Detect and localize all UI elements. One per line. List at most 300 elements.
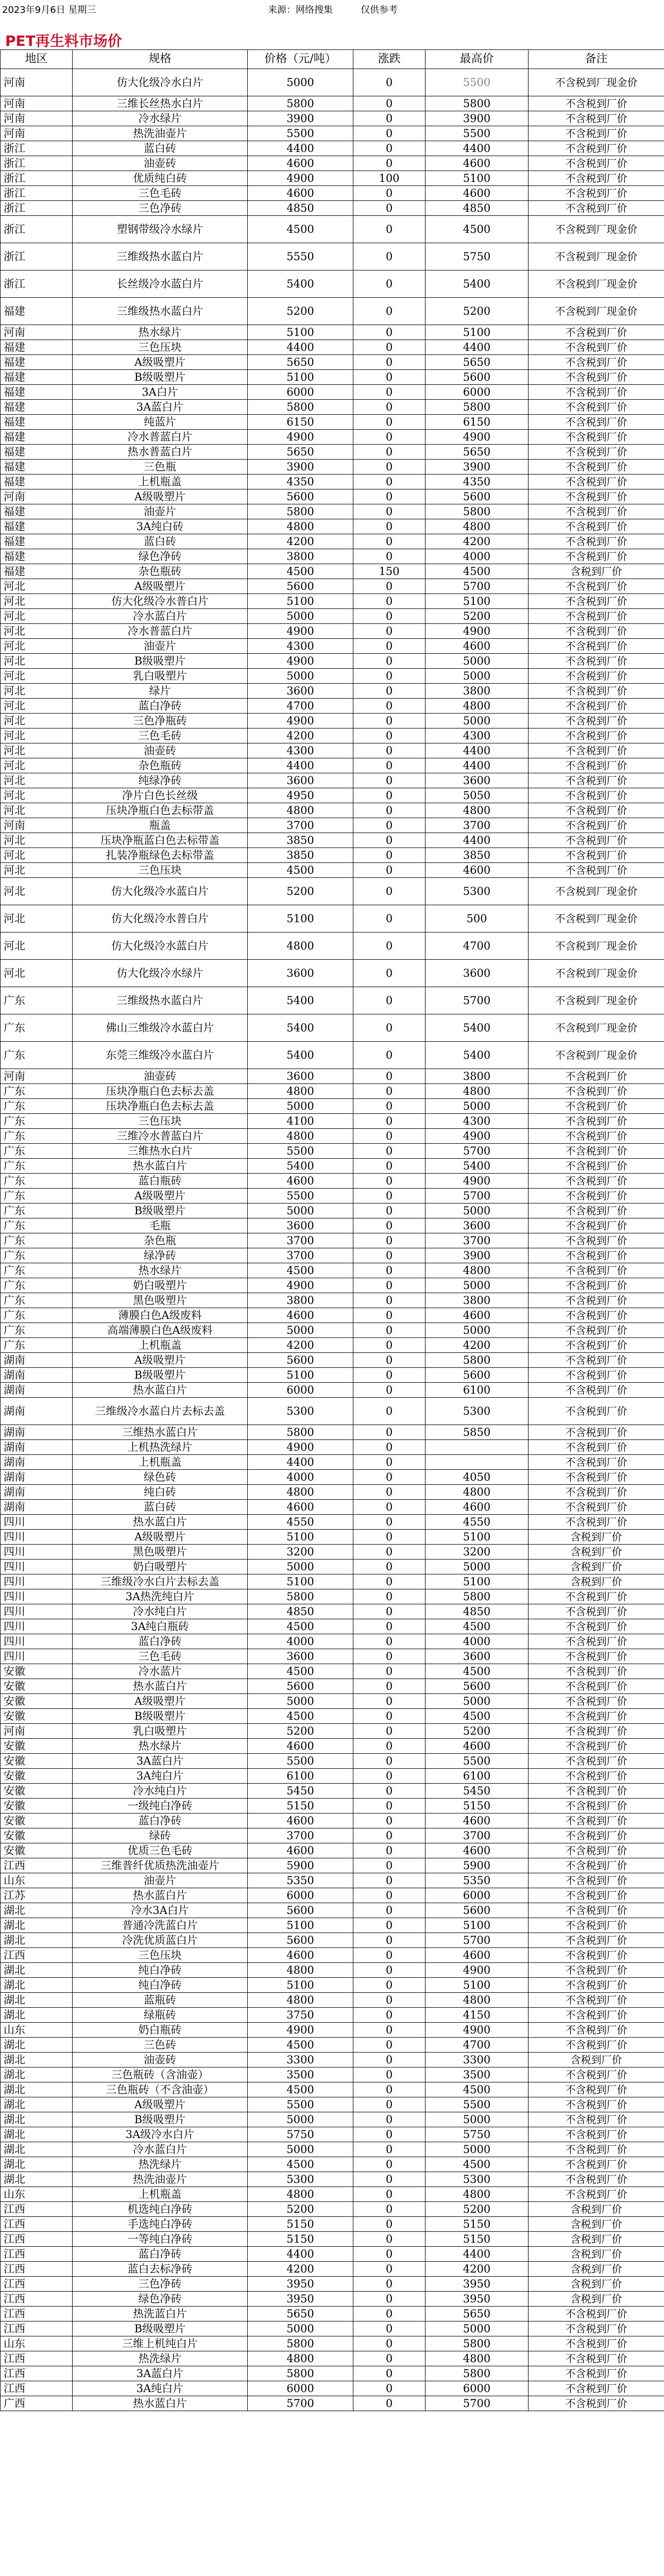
price-cell: 3800: [248, 1293, 353, 1308]
change-cell: 0: [353, 2023, 425, 2038]
table-row: [1, 833, 664, 848]
table-row: [1, 1323, 664, 1338]
table-row: [1, 2053, 664, 2067]
table-row: [1, 1144, 664, 1159]
table-row: [1, 2172, 664, 2187]
region-cell: 四川: [1, 1530, 73, 1545]
spec-cell: 仿大化级冷水绿片: [73, 960, 248, 987]
region-cell: 河北: [1, 684, 73, 699]
high-price-cell: 4800: [425, 1084, 529, 1099]
note-cell: 不含税到厂现金价: [529, 298, 664, 325]
price-cell: 5500: [248, 1144, 353, 1159]
spec-cell: A级吸塑片: [73, 1189, 248, 1204]
change-cell: 0: [353, 1574, 425, 1589]
price-cell: 4200: [248, 728, 353, 743]
change-cell: 0: [353, 1769, 425, 1784]
price-cell: 4400: [248, 1455, 353, 1470]
region-cell: 河南: [1, 325, 73, 340]
note-cell: 不含税到厂价: [529, 2157, 664, 2172]
table-row: [1, 474, 664, 489]
note-cell: 不含税到厂价: [529, 2082, 664, 2097]
high-price-cell: 5500: [425, 126, 529, 141]
price-cell: 4600: [248, 1814, 353, 1828]
region-cell: 广东: [1, 1278, 73, 1293]
high-price-cell: 5000: [425, 1560, 529, 1574]
table-row: [1, 2067, 664, 2082]
region-cell: 广东: [1, 1014, 73, 1042]
price-cell: 4800: [248, 933, 353, 960]
spec-cell: 三色净砖: [73, 201, 248, 216]
change-cell: 0: [353, 1903, 425, 1918]
note-cell: 含税到厂价: [529, 2292, 664, 2307]
high-price-cell: 4500: [425, 2082, 529, 2097]
spec-cell: 冷水3A白片: [73, 1903, 248, 1918]
region-cell: 湖北: [1, 2112, 73, 2127]
table-row: [1, 1873, 664, 1888]
price-cell: 4400: [248, 2247, 353, 2262]
note-cell: 含税到厂价: [529, 2247, 664, 2262]
spec-cell: 热水普蓝白片: [73, 445, 248, 460]
note-cell: 不含税到厂价: [529, 1828, 664, 1843]
high-price-cell: 3900: [425, 460, 529, 474]
price-cell: 4900: [248, 1440, 353, 1455]
high-price-cell: 4400: [425, 141, 529, 156]
note-cell: 不含税到厂价: [529, 1918, 664, 1933]
table-row: [1, 2187, 664, 2202]
high-price-cell: 5450: [425, 1784, 529, 1799]
spec-cell: 三维级冷水白片去标去盖: [73, 1574, 248, 1589]
high-price-cell: 5600: [425, 1903, 529, 1918]
region-cell: 河北: [1, 848, 73, 863]
price-cell: 3600: [248, 1649, 353, 1664]
high-price-cell: 4400: [425, 743, 529, 758]
note-cell: 不含税到厂价: [529, 1204, 664, 1218]
table-row: [1, 1769, 664, 1784]
spec-cell: 绿色砖: [73, 1470, 248, 1485]
note-cell: 不含税到厂价: [529, 2127, 664, 2142]
region-cell: 广东: [1, 1114, 73, 1129]
region-cell: 安徽: [1, 1828, 73, 1843]
note-cell: 不含税到厂价: [529, 2023, 664, 2038]
spec-cell: 手选纯白净砖: [73, 2217, 248, 2232]
high-price-cell: 4800: [425, 519, 529, 534]
note-cell: 不含税到厂价: [529, 1338, 664, 1353]
high-price-cell: 5400: [425, 1042, 529, 1069]
high-price-cell: 4550: [425, 1515, 529, 1530]
table-row: [1, 96, 664, 111]
table-row: [1, 1828, 664, 1843]
region-cell: 浙江: [1, 201, 73, 216]
price-cell: 4800: [248, 1485, 353, 1500]
change-cell: 0: [353, 773, 425, 788]
region-cell: 河南: [1, 96, 73, 111]
table-row: [1, 1204, 664, 1218]
high-price-cell: 4800: [425, 2187, 529, 2202]
price-cell: 3500: [248, 2067, 353, 2082]
price-cell: 4600: [248, 1948, 353, 1963]
spec-cell: 压块净瓶白色去标去盖: [73, 1099, 248, 1114]
spec-cell: 冷水蓝片: [73, 1664, 248, 1679]
change-cell: 0: [353, 355, 425, 370]
change-cell: 0: [353, 803, 425, 818]
high-price-cell: 5800: [425, 2336, 529, 2351]
table-row: [1, 788, 664, 803]
table-row: [1, 2112, 664, 2127]
note-cell: 含税到厂价: [529, 2202, 664, 2217]
change-cell: 0: [353, 2277, 425, 2292]
table-row: [1, 1189, 664, 1204]
region-cell: 湖北: [1, 2038, 73, 2053]
spec-cell: 三维长丝热水白片: [73, 96, 248, 111]
table-row: [1, 1948, 664, 1963]
table-row: [1, 2023, 664, 2038]
price-cell: 5400: [248, 1042, 353, 1069]
change-cell: 0: [353, 1530, 425, 1545]
spec-cell: B级吸塑片: [73, 1204, 248, 1218]
note-cell: 不含税到厂价: [529, 1293, 664, 1308]
high-price-cell: 3950: [425, 2292, 529, 2307]
high-price-cell: 3600: [425, 773, 529, 788]
high-price-cell: 5000: [425, 669, 529, 684]
price-cell: 3950: [248, 2277, 353, 2292]
spec-cell: 3A热洗纯白片: [73, 1589, 248, 1604]
spec-cell: 冷水绿片: [73, 111, 248, 126]
high-price-cell: 4300: [425, 728, 529, 743]
change-cell: 0: [353, 2053, 425, 2067]
price-cell: 4900: [248, 714, 353, 728]
high-price-cell: 4800: [425, 803, 529, 818]
table-row: [1, 1560, 664, 1574]
spec-cell: 三色压块: [73, 1948, 248, 1963]
change-cell: 0: [353, 1293, 425, 1308]
note-cell: 不含税到厂价: [529, 1888, 664, 1903]
high-price-cell: 5100: [425, 1918, 529, 1933]
region-cell: 安徽: [1, 1814, 73, 1828]
note-cell: 不含税到厂价: [529, 1425, 664, 1440]
table-row: [1, 609, 664, 624]
change-cell: 0: [353, 987, 425, 1014]
high-price-cell: 5500: [425, 2097, 529, 2112]
price-cell: 5200: [248, 1724, 353, 1739]
note-cell: 不含税到厂价: [529, 325, 664, 340]
change-cell: 0: [353, 1649, 425, 1664]
table-row: [1, 1709, 664, 1724]
change-cell: 0: [353, 1129, 425, 1144]
note-cell: 不含税到厂价: [529, 1649, 664, 1664]
price-cell: 5100: [248, 594, 353, 609]
note-cell: 不含税到厂价: [529, 1353, 664, 1368]
table-row: [1, 201, 664, 216]
note-cell: 不含税到厂现金价: [529, 243, 664, 270]
table-row: [1, 1694, 664, 1709]
table-row: [1, 1814, 664, 1828]
price-cell: 4350: [248, 474, 353, 489]
high-price-cell: 5000: [425, 1204, 529, 1218]
high-price-cell: [425, 1440, 529, 1455]
region-cell: 广东: [1, 1204, 73, 1218]
spec-cell: 薄膜白色A级废料: [73, 1308, 248, 1323]
high-price-cell: 5500: [425, 69, 529, 96]
spec-cell: 油壶片: [73, 639, 248, 654]
high-price-cell: 4200: [425, 1338, 529, 1353]
change-cell: 0: [353, 400, 425, 415]
change-cell: 0: [353, 504, 425, 519]
note-cell: 不含税到厂价: [529, 1084, 664, 1099]
region-cell: 江西: [1, 2351, 73, 2366]
region-cell: 广东: [1, 1099, 73, 1114]
region-cell: 河北: [1, 863, 73, 878]
high-price-cell: 4850: [425, 201, 529, 216]
region-cell: 四川: [1, 1515, 73, 1530]
region-cell: 湖北: [1, 2097, 73, 2112]
spec-cell: 三色瓶: [73, 460, 248, 474]
high-price-cell: 4800: [425, 1485, 529, 1500]
price-cell: 5400: [248, 1014, 353, 1042]
change-cell: 0: [353, 960, 425, 987]
note-cell: 不含税到厂价: [529, 1799, 664, 1814]
change-cell: 0: [353, 1560, 425, 1574]
region-cell: 河北: [1, 669, 73, 684]
price-cell: 4600: [248, 156, 353, 171]
table-row: [1, 2336, 664, 2351]
note-cell: 不含税到厂价: [529, 1323, 664, 1338]
note-cell: 不含税到厂价: [529, 430, 664, 445]
price-cell: 5800: [248, 1425, 353, 1440]
note-cell: 不含税到厂价: [529, 549, 664, 564]
region-cell: 广东: [1, 1159, 73, 1174]
spec-cell: 三色砖: [73, 2038, 248, 2053]
price-cell: 3700: [248, 1828, 353, 1843]
spec-cell: 毛瓶: [73, 1218, 248, 1233]
note-cell: 不含税到厂价: [529, 504, 664, 519]
region-cell: 河南: [1, 818, 73, 833]
change-cell: 0: [353, 2351, 425, 2366]
high-price-cell: 5800: [425, 96, 529, 111]
table-row: [1, 848, 664, 863]
note-cell: 不含税到厂价: [529, 728, 664, 743]
region-cell: 湖南: [1, 1383, 73, 1398]
region-cell: 四川: [1, 1649, 73, 1664]
region-cell: 江西: [1, 2217, 73, 2232]
table-row: [1, 1014, 664, 1042]
price-cell: 4900: [248, 624, 353, 639]
region-cell: 江西: [1, 2232, 73, 2247]
region-cell: 河北: [1, 639, 73, 654]
table-row: [1, 758, 664, 773]
change-cell: 0: [353, 460, 425, 474]
column-header-change: 涨跌: [353, 50, 425, 69]
high-price-cell: 4900: [425, 624, 529, 639]
table-row: [1, 1470, 664, 1485]
note-cell: 不含税到厂价: [529, 400, 664, 415]
change-cell: 0: [353, 111, 425, 126]
table-row: [1, 445, 664, 460]
high-price-cell: 5000: [425, 714, 529, 728]
price-cell: 5800: [248, 504, 353, 519]
price-cell: 3800: [248, 549, 353, 564]
spec-cell: 冷洗优质蓝白片: [73, 1933, 248, 1948]
price-cell: 5100: [248, 1368, 353, 1383]
table-row: [1, 1589, 664, 1604]
table-row: [1, 803, 664, 818]
price-cell: 4800: [248, 1963, 353, 1978]
region-cell: 湖北: [1, 2157, 73, 2172]
table-row: [1, 2008, 664, 2023]
table-row: [1, 69, 664, 96]
note-cell: 不含税到厂价: [529, 1843, 664, 1858]
note-cell: 不含税到厂价: [529, 2112, 664, 2127]
note-cell: 不含税到厂现金价: [529, 933, 664, 960]
region-cell: 河北: [1, 788, 73, 803]
price-cell: 3950: [248, 2292, 353, 2307]
change-cell: 0: [353, 1014, 425, 1042]
price-cell: 5800: [248, 400, 353, 415]
change-cell: 0: [353, 298, 425, 325]
change-cell: 0: [353, 489, 425, 504]
spec-cell: 蓝白净砖: [73, 1634, 248, 1649]
note-cell: 不含税到厂价: [529, 1248, 664, 1263]
note-cell: 不含税到厂价: [529, 594, 664, 609]
column-header-high: 最高价: [425, 50, 529, 69]
high-price-cell: 4800: [425, 1263, 529, 1278]
region-cell: 福建: [1, 564, 73, 579]
change-cell: 0: [353, 743, 425, 758]
high-price-cell: 5000: [425, 2321, 529, 2336]
high-price-cell: 3200: [425, 1545, 529, 1560]
price-cell: 3600: [248, 684, 353, 699]
table-row: [1, 549, 664, 564]
spec-cell: B级吸塑片: [73, 2112, 248, 2127]
region-cell: 河北: [1, 714, 73, 728]
high-price-cell: 5800: [425, 1353, 529, 1368]
high-price-cell: 4150: [425, 2008, 529, 2023]
table-row: [1, 1918, 664, 1933]
table-row: [1, 1664, 664, 1679]
region-cell: 广东: [1, 1263, 73, 1278]
spec-cell: 3A纯白砖: [73, 519, 248, 534]
high-price-cell: 5650: [425, 2307, 529, 2321]
table-row: [1, 156, 664, 171]
change-cell: 0: [353, 1470, 425, 1485]
note-cell: 不含税到厂价: [529, 639, 664, 654]
table-row: [1, 1114, 664, 1129]
price-cell: 5400: [248, 270, 353, 298]
note-cell: 不含税到厂价: [529, 1144, 664, 1159]
spec-cell: 3A纯白片: [73, 2381, 248, 2396]
note-cell: 不含税到厂价: [529, 156, 664, 171]
high-price-cell: 3850: [425, 848, 529, 863]
change-cell: 0: [353, 1263, 425, 1278]
region-cell: 安徽: [1, 1843, 73, 1858]
price-cell: 5100: [248, 1574, 353, 1589]
high-price-cell: 5300: [425, 878, 529, 905]
change-cell: 0: [353, 1440, 425, 1455]
high-price-cell: 5200: [425, 2202, 529, 2217]
note-cell: 不含税到厂价: [529, 1500, 664, 1515]
spec-cell: 3A级冷水白片: [73, 2127, 248, 2142]
price-cell: 4300: [248, 639, 353, 654]
spec-cell: 热水蓝白片: [73, 1679, 248, 1694]
change-cell: 0: [353, 1042, 425, 1069]
change-cell: 0: [353, 1888, 425, 1903]
change-cell: 0: [353, 2142, 425, 2157]
change-cell: 0: [353, 2217, 425, 2232]
change-cell: 0: [353, 1709, 425, 1724]
price-table: [0, 49, 664, 2411]
high-price-cell: 5500: [425, 1754, 529, 1769]
high-price-cell: 5750: [425, 2127, 529, 2142]
note-cell: 不含税到厂价: [529, 2381, 664, 2396]
region-cell: 江西: [1, 2366, 73, 2381]
note-cell: 不含税到厂价: [529, 848, 664, 863]
region-cell: 四川: [1, 1560, 73, 1574]
high-price-cell: 3700: [425, 1233, 529, 1248]
table-row: [1, 1398, 664, 1425]
high-price-cell: 4400: [425, 833, 529, 848]
high-price-cell: 4600: [425, 1843, 529, 1858]
change-cell: 0: [353, 1694, 425, 1709]
price-cell: 5800: [248, 2366, 353, 2381]
table-row: [1, 243, 664, 270]
high-price-cell: 500: [425, 905, 529, 933]
change-cell: 0: [353, 1485, 425, 1500]
table-row: [1, 1338, 664, 1353]
note-cell: 不含税到厂价: [529, 2307, 664, 2321]
price-cell: 4500: [248, 1263, 353, 1278]
table-row: [1, 415, 664, 430]
price-cell: 4900: [248, 1278, 353, 1293]
region-cell: 江西: [1, 2381, 73, 2396]
price-cell: 4500: [248, 2157, 353, 2172]
high-price-cell: 4600: [425, 1500, 529, 1515]
note-cell: 不含税到厂现金价: [529, 1042, 664, 1069]
change-cell: 0: [353, 684, 425, 699]
price-cell: 5800: [248, 2336, 353, 2351]
table-row: [1, 1248, 664, 1263]
region-cell: 河北: [1, 933, 73, 960]
table-row: [1, 2142, 664, 2157]
table-row: [1, 2202, 664, 2217]
high-price-cell: 4600: [425, 186, 529, 201]
price-cell: 5400: [248, 987, 353, 1014]
table-row: [1, 1084, 664, 1099]
region-cell: 浙江: [1, 156, 73, 171]
region-cell: 广东: [1, 1174, 73, 1189]
region-cell: 江西: [1, 2292, 73, 2307]
change-cell: 0: [353, 1664, 425, 1679]
region-cell: 河北: [1, 654, 73, 669]
spec-cell: 绿净砖: [73, 1248, 248, 1263]
spec-cell: 蓝白瓶砖: [73, 1174, 248, 1189]
price-cell: 6000: [248, 2381, 353, 2396]
table-row: [1, 1784, 664, 1799]
table-row: [1, 400, 664, 415]
price-cell: 5450: [248, 1784, 353, 1799]
high-price-cell: 5150: [425, 1799, 529, 1814]
note-cell: 不含税到厂价: [529, 460, 664, 474]
change-cell: 0: [353, 878, 425, 905]
table-row: [1, 504, 664, 519]
high-price-cell: 6150: [425, 415, 529, 430]
table-row: [1, 430, 664, 445]
note-cell: 不含税到厂价: [529, 1948, 664, 1963]
table-row: [1, 1843, 664, 1858]
price-cell: 5800: [248, 1589, 353, 1604]
high-price-cell: 5900: [425, 1858, 529, 1873]
high-price-cell: 4900: [425, 1129, 529, 1144]
change-cell: 0: [353, 2321, 425, 2336]
high-price-cell: [425, 1455, 529, 1470]
